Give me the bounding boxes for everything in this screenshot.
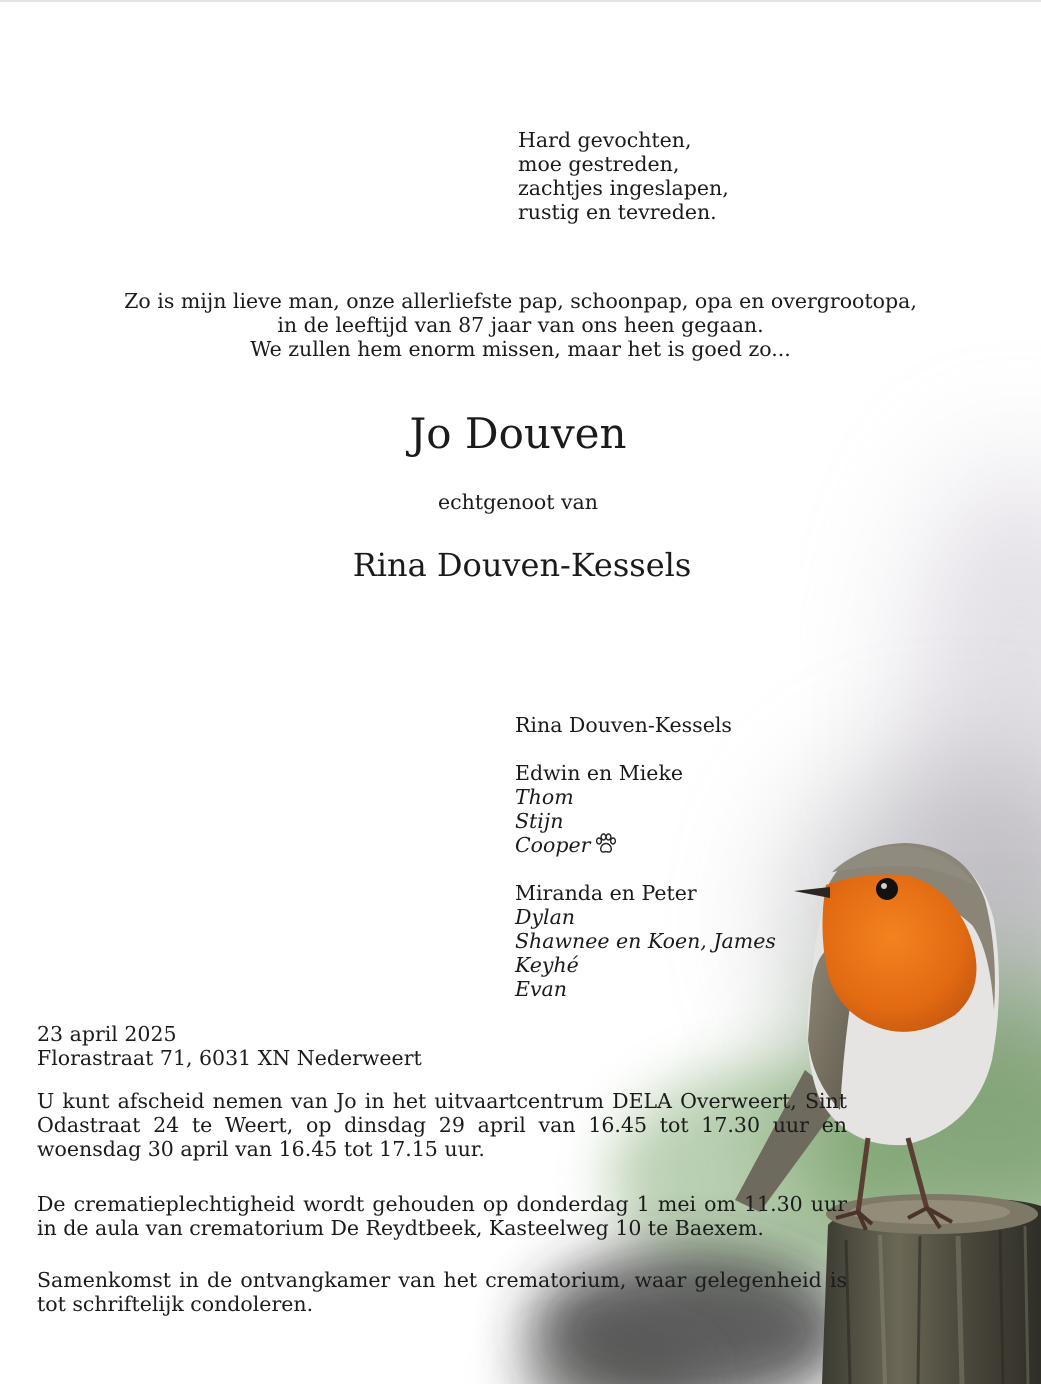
deceased-name: Jo Douven <box>409 409 627 458</box>
family-child: Stijn <box>515 809 564 833</box>
family-child: Shawnee en Koen, James <box>515 929 776 953</box>
poem-line: zachtjes ingeslapen, <box>518 176 729 200</box>
intro-line: in de leeftijd van 87 jaar van ons heen gegaan. <box>277 313 764 337</box>
family-parents: Miranda en Peter <box>515 881 697 905</box>
announcement-intro <box>0 289 1041 361</box>
family-list <box>515 713 776 1001</box>
announcement-date: 23 april 2025 <box>37 1022 177 1046</box>
family-parents: Edwin en Mieke <box>515 761 683 785</box>
spouse-label: echtgenoot van <box>438 490 598 514</box>
family-child: Evan <box>515 977 567 1001</box>
home-address: Florastraat 71, 6031 XN Nederweert <box>37 1046 422 1070</box>
family-child: Keyhé <box>515 953 579 977</box>
poem-line: rustig en tevreden. <box>518 200 717 224</box>
farewell-paragraph: U kunt afscheid nemen van Jo in het uitvaartcentrum DELA Overweert, Sint Odastraat 24 te Weert, op dinsdag 29 april van 16.45 tot 17.30 uur en woensdag 30 april van 16.45 tot 17.15 uur. <box>37 1089 847 1161</box>
date-address <box>37 1022 422 1070</box>
gathering-paragraph: Samenkomst in de ontvangkamer van het crematorium, waar gelegenheid is tot schriftelijk condoleren. <box>37 1268 847 1316</box>
intro-line: We zullen hem enorm missen, maar het is goed zo... <box>250 337 791 361</box>
poem-line: Hard gevochten, <box>518 128 692 152</box>
family-spouse: Rina Douven-Kessels <box>515 713 732 737</box>
family-child: Cooper <box>515 833 591 857</box>
intro-line: Zo is mijn lieve man, onze allerliefste pap, schoonpap, opa en overgrootopa, <box>124 289 917 313</box>
poem <box>518 128 729 224</box>
spouse-name: Rina Douven-Kessels <box>352 546 692 584</box>
cremation-paragraph: De crematieplechtigheid wordt gehouden op donderdag 1 mei om 11.30 uur in de aula van crematorium De Reydtbeek, Kasteelweg 10 te Baexem. <box>37 1192 847 1240</box>
family-child: Thom <box>515 785 574 809</box>
wooden-post <box>822 1194 1041 1384</box>
poem-line: moe gestreden, <box>518 152 680 176</box>
paw-icon <box>594 833 618 855</box>
family-child: Dylan <box>515 905 575 929</box>
